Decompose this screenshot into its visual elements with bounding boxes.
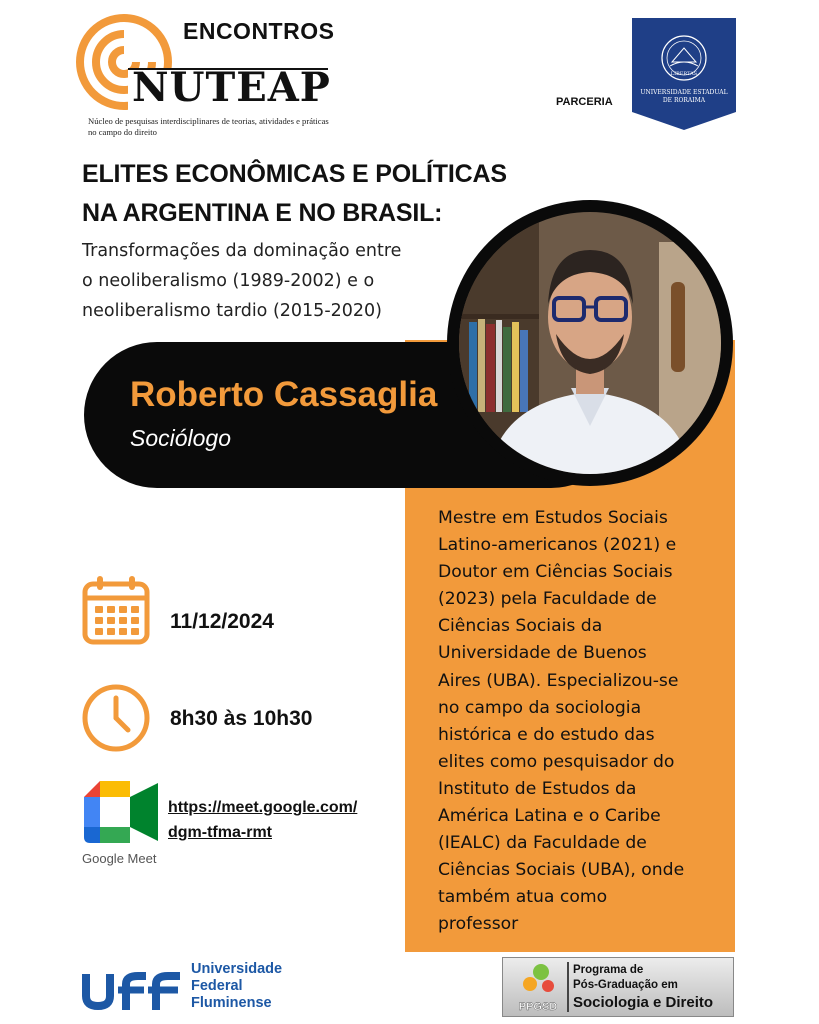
uerr-name-line-2: DE RORAIMA — [662, 97, 706, 104]
bio-line: também atua como — [438, 887, 608, 908]
uerr-shield-logo — [632, 18, 736, 130]
uerr-motto: LIBERTAS — [670, 71, 698, 77]
event-time: 8h30 às 10h30 — [170, 707, 313, 730]
ppgsd-divider — [567, 962, 569, 1012]
clock-icon — [81, 683, 151, 753]
bio-line: Ciências Sociais da — [438, 616, 603, 637]
uff-name — [191, 961, 282, 1012]
bio-line: Aires (UBA). Especializou-se — [438, 670, 679, 691]
ppgsd-line-1: Programa de — [573, 964, 644, 976]
bio-line: professor — [438, 914, 519, 935]
uff-logo — [82, 968, 182, 1010]
logo-nuteap-text: NUTEAP — [132, 64, 331, 111]
bio-line: Mestre em Estudos Sociais — [438, 508, 668, 528]
google-meet-icon — [84, 781, 158, 843]
bio-line: (IEALC) da Faculdade de — [438, 833, 647, 854]
event-subtitle-line-1: Transformações da dominação entre — [82, 241, 402, 261]
event-date: 11/12/2024 — [170, 610, 274, 633]
uff-name-line-3: Fluminense — [191, 995, 272, 1011]
event-title-line-1: ELITES ECONÔMICAS E POLÍTICAS — [82, 160, 507, 188]
ppgsd-line-3: Sociologia e Direito — [573, 994, 714, 1011]
bio-line: elites como pesquisador do — [438, 751, 675, 772]
uff-name-line-2: Federal — [191, 978, 243, 994]
bio-line: América Latina e o Caribe — [438, 806, 661, 827]
speaker-role: Sociólogo — [130, 425, 232, 451]
logo-encontros-text: ENCONTROS — [183, 18, 335, 44]
bio-line: Ciências Sociais (UBA), onde — [438, 860, 685, 881]
bio-line: Universidade de Buenos — [438, 643, 647, 664]
speaker-name: Roberto Cassaglia — [130, 375, 438, 414]
speaker-photo — [459, 212, 721, 474]
speaker-bio — [438, 505, 728, 939]
meet-link-line-2[interactable]: dgm-tfma-rmt — [168, 824, 272, 841]
event-subtitle-line-3: neoliberalismo tardio (2015-2020) — [82, 301, 382, 321]
calendar-icon — [82, 574, 150, 646]
uerr-name-line-1: UNIVERSIDADE ESTADUAL — [640, 89, 728, 96]
ppgsd-acronym: PPGSD — [518, 1001, 558, 1013]
meet-link-line-1[interactable]: https://meet.google.com/ — [168, 799, 358, 816]
bio-line: Latino-americanos (2021) e — [438, 535, 677, 556]
partner-label: PARCERIA — [556, 96, 613, 108]
ppgsd-line-2: Pós-Graduação em — [573, 979, 678, 991]
logo-subtitle: Núcleo de pesquisas interdisciplinares de teorias, atividades e práticas no campo do direito — [88, 116, 329, 137]
event-subtitle-line-2: o neoliberalismo (1989-2002) e o — [82, 271, 375, 291]
ppgsd-logo — [510, 960, 566, 1016]
uff-name-line-1: Universidade — [191, 961, 283, 977]
event-title-line-2: NA ARGENTINA E NO BRASIL: — [82, 199, 443, 227]
bio-line: histórica e do estudo das — [438, 724, 655, 745]
google-meet-label: Google Meet — [82, 851, 157, 866]
bio-line: Doutor em Ciências Sociais — [438, 562, 673, 583]
bio-line: (2023) pela Faculdade de — [438, 589, 657, 610]
bio-line: Instituto de Estudos da — [438, 778, 637, 799]
bio-line: no campo da sociologia — [438, 697, 642, 718]
meet-link[interactable] — [168, 795, 357, 845]
